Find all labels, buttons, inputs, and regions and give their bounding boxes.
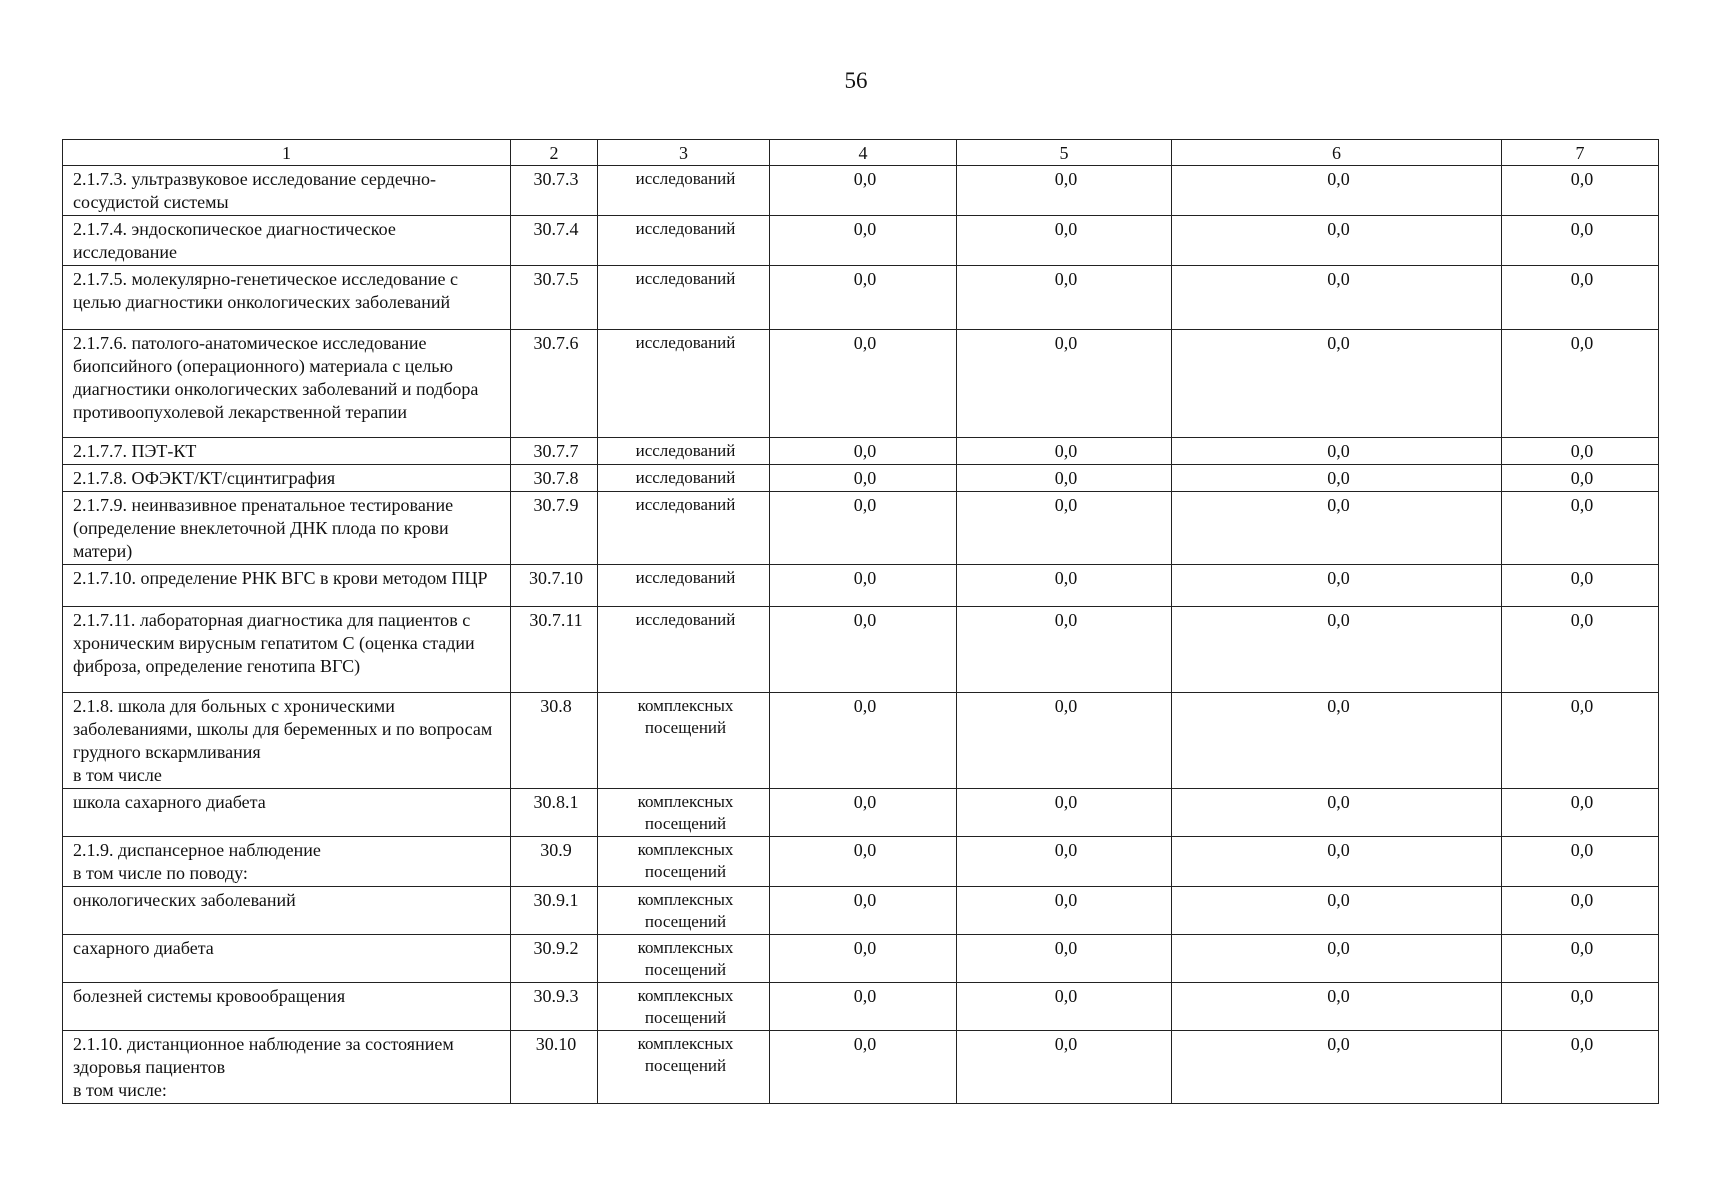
- table-row: [63, 330, 1659, 438]
- row-name: 2.1.10. дистанционное наблюдение за состоянием здоровья пациентов в том числе:: [63, 1031, 511, 1104]
- row-value-col7: 0,0: [1502, 266, 1659, 330]
- row-code: 30.9.2: [511, 935, 598, 983]
- row-value-col7: 0,0: [1502, 887, 1659, 935]
- row-value-col5: 0,0: [957, 266, 1172, 330]
- row-value-col5: 0,0: [957, 465, 1172, 492]
- row-unit: исследований: [598, 330, 770, 438]
- row-value-col7: 0,0: [1502, 837, 1659, 887]
- row-code: 30.7.7: [511, 438, 598, 465]
- table-row: [63, 693, 1659, 789]
- table-row: [63, 216, 1659, 266]
- row-value-col5: 0,0: [957, 565, 1172, 607]
- row-value-col6: 0,0: [1172, 565, 1502, 607]
- row-value-col7: 0,0: [1502, 216, 1659, 266]
- column-number: 1: [63, 140, 511, 166]
- row-value-col7: 0,0: [1502, 1031, 1659, 1104]
- row-value-col4: 0,0: [770, 266, 957, 330]
- row-unit: комплексных посещений: [598, 1031, 770, 1104]
- row-value-col5: 0,0: [957, 983, 1172, 1031]
- row-value-col6: 0,0: [1172, 330, 1502, 438]
- row-value-col4: 0,0: [770, 330, 957, 438]
- table-row: [63, 492, 1659, 565]
- row-value-col5: 0,0: [957, 693, 1172, 789]
- row-code: 30.7.4: [511, 216, 598, 266]
- row-value-col4: 0,0: [770, 607, 957, 693]
- table-row: [63, 465, 1659, 492]
- row-code: 30.7.6: [511, 330, 598, 438]
- table-row: [63, 983, 1659, 1031]
- row-value-col7: 0,0: [1502, 492, 1659, 565]
- row-code: 30.8.1: [511, 789, 598, 837]
- table-row: [63, 789, 1659, 837]
- row-value-col5: 0,0: [957, 935, 1172, 983]
- column-number: 3: [598, 140, 770, 166]
- table-row: [63, 607, 1659, 693]
- row-value-col5: 0,0: [957, 216, 1172, 266]
- row-code: 30.7.5: [511, 266, 598, 330]
- row-unit: комплексных посещений: [598, 693, 770, 789]
- row-value-col7: 0,0: [1502, 565, 1659, 607]
- row-name: 2.1.7.11. лабораторная диагностика для пациентов с хроническим вирусным гепатитом С (оценка стадии фиброза, определение генотипа ВГС): [63, 607, 511, 693]
- row-value-col6: 0,0: [1172, 789, 1502, 837]
- column-number: 5: [957, 140, 1172, 166]
- row-code: 30.8: [511, 693, 598, 789]
- row-unit: исследований: [598, 492, 770, 565]
- row-value-col6: 0,0: [1172, 837, 1502, 887]
- column-number: 4: [770, 140, 957, 166]
- row-value-col4: 0,0: [770, 438, 957, 465]
- row-name: школа сахарного диабета: [63, 789, 511, 837]
- row-value-col4: 0,0: [770, 693, 957, 789]
- page-number: 56: [844, 68, 868, 93]
- row-value-col7: 0,0: [1502, 983, 1659, 1031]
- row-value-col7: 0,0: [1502, 607, 1659, 693]
- table-row: [63, 266, 1659, 330]
- table-row: [63, 887, 1659, 935]
- row-code: 30.7.11: [511, 607, 598, 693]
- row-value-col7: 0,0: [1502, 789, 1659, 837]
- table-row: [63, 565, 1659, 607]
- row-value-col7: 0,0: [1502, 438, 1659, 465]
- row-value-col6: 0,0: [1172, 935, 1502, 983]
- column-number: 7: [1502, 140, 1659, 166]
- row-value-col4: 0,0: [770, 465, 957, 492]
- row-unit: комплексных посещений: [598, 983, 770, 1031]
- row-value-col6: 0,0: [1172, 438, 1502, 465]
- row-name: 2.1.9. диспансерное наблюдение в том числе по поводу:: [63, 837, 511, 887]
- row-value-col7: 0,0: [1502, 935, 1659, 983]
- row-unit: комплексных посещений: [598, 837, 770, 887]
- row-value-col5: 0,0: [957, 438, 1172, 465]
- column-number: 6: [1172, 140, 1502, 166]
- row-value-col5: 0,0: [957, 837, 1172, 887]
- row-value-col5: 0,0: [957, 492, 1172, 565]
- row-value-col4: 0,0: [770, 935, 957, 983]
- row-value-col6: 0,0: [1172, 607, 1502, 693]
- table-row: [63, 166, 1659, 216]
- row-value-col7: 0,0: [1502, 465, 1659, 492]
- table-row: [63, 837, 1659, 887]
- row-value-col5: 0,0: [957, 330, 1172, 438]
- row-value-col4: 0,0: [770, 565, 957, 607]
- row-name: 2.1.7.10. определение РНК ВГС в крови методом ПЦР: [63, 565, 511, 607]
- row-value-col4: 0,0: [770, 789, 957, 837]
- row-code: 30.9.1: [511, 887, 598, 935]
- row-value-col6: 0,0: [1172, 216, 1502, 266]
- row-code: 30.9.3: [511, 983, 598, 1031]
- row-unit: исследований: [598, 565, 770, 607]
- row-value-col6: 0,0: [1172, 492, 1502, 565]
- column-number-row: [63, 140, 1659, 166]
- row-name: сахарного диабета: [63, 935, 511, 983]
- table-body: [63, 166, 1659, 1104]
- data-table: [62, 139, 1659, 1104]
- row-name: 2.1.7.6. патолого-анатомическое исследование биопсийного (операционного) материала с целью диагностики онкологических заболеваний и подбора противоопухолевой лекарственной терапии: [63, 330, 511, 438]
- row-name: 2.1.7.4. эндоскопическое диагностическое исследование: [63, 216, 511, 266]
- row-value-col6: 0,0: [1172, 983, 1502, 1031]
- row-unit: исследований: [598, 216, 770, 266]
- row-code: 30.7.8: [511, 465, 598, 492]
- row-value-col6: 0,0: [1172, 266, 1502, 330]
- row-value-col4: 0,0: [770, 887, 957, 935]
- row-value-col6: 0,0: [1172, 1031, 1502, 1104]
- row-value-col4: 0,0: [770, 1031, 957, 1104]
- row-value-col5: 0,0: [957, 789, 1172, 837]
- table-row: [63, 935, 1659, 983]
- row-code: 30.10: [511, 1031, 598, 1104]
- row-value-col5: 0,0: [957, 887, 1172, 935]
- row-unit: комплексных посещений: [598, 935, 770, 983]
- row-name: 2.1.8. школа для больных с хроническими заболеваниями, школы для беременных и по вопросам грудного вскармливания в том числе: [63, 693, 511, 789]
- row-value-col4: 0,0: [770, 492, 957, 565]
- row-value-col7: 0,0: [1502, 166, 1659, 216]
- row-value-col5: 0,0: [957, 166, 1172, 216]
- row-value-col4: 0,0: [770, 166, 957, 216]
- row-unit: исследований: [598, 166, 770, 216]
- row-name: болезней системы кровообращения: [63, 983, 511, 1031]
- row-unit: комплексных посещений: [598, 789, 770, 837]
- row-value-col4: 0,0: [770, 983, 957, 1031]
- row-value-col6: 0,0: [1172, 693, 1502, 789]
- row-unit: исследований: [598, 607, 770, 693]
- row-code: 30.7.9: [511, 492, 598, 565]
- column-number: 2: [511, 140, 598, 166]
- row-name: 2.1.7.7. ПЭТ-КТ: [63, 438, 511, 465]
- row-code: 30.7.10: [511, 565, 598, 607]
- row-value-col4: 0,0: [770, 837, 957, 887]
- row-unit: комплексных посещений: [598, 887, 770, 935]
- row-value-col7: 0,0: [1502, 693, 1659, 789]
- row-unit: исследований: [598, 465, 770, 492]
- row-unit: исследований: [598, 438, 770, 465]
- row-value-col6: 0,0: [1172, 887, 1502, 935]
- row-value-col5: 0,0: [957, 1031, 1172, 1104]
- row-code: 30.9: [511, 837, 598, 887]
- row-name: 2.1.7.3. ультразвуковое исследование сердечно-сосудистой системы: [63, 166, 511, 216]
- row-name: онкологических заболеваний: [63, 887, 511, 935]
- table-row: [63, 438, 1659, 465]
- row-value-col6: 0,0: [1172, 166, 1502, 216]
- row-name: 2.1.7.9. неинвазивное пренатальное тестирование (определение внеклеточной ДНК плода по крови матери): [63, 492, 511, 565]
- row-name: 2.1.7.8. ОФЭКТ/КТ/сцинтиграфия: [63, 465, 511, 492]
- row-unit: исследований: [598, 266, 770, 330]
- row-value-col6: 0,0: [1172, 465, 1502, 492]
- row-name: 2.1.7.5. молекулярно-генетическое исследование с целью диагностики онкологических заболеваний: [63, 266, 511, 330]
- row-value-col5: 0,0: [957, 607, 1172, 693]
- row-code: 30.7.3: [511, 166, 598, 216]
- row-value-col7: 0,0: [1502, 330, 1659, 438]
- table-row: [63, 1031, 1659, 1104]
- row-value-col4: 0,0: [770, 216, 957, 266]
